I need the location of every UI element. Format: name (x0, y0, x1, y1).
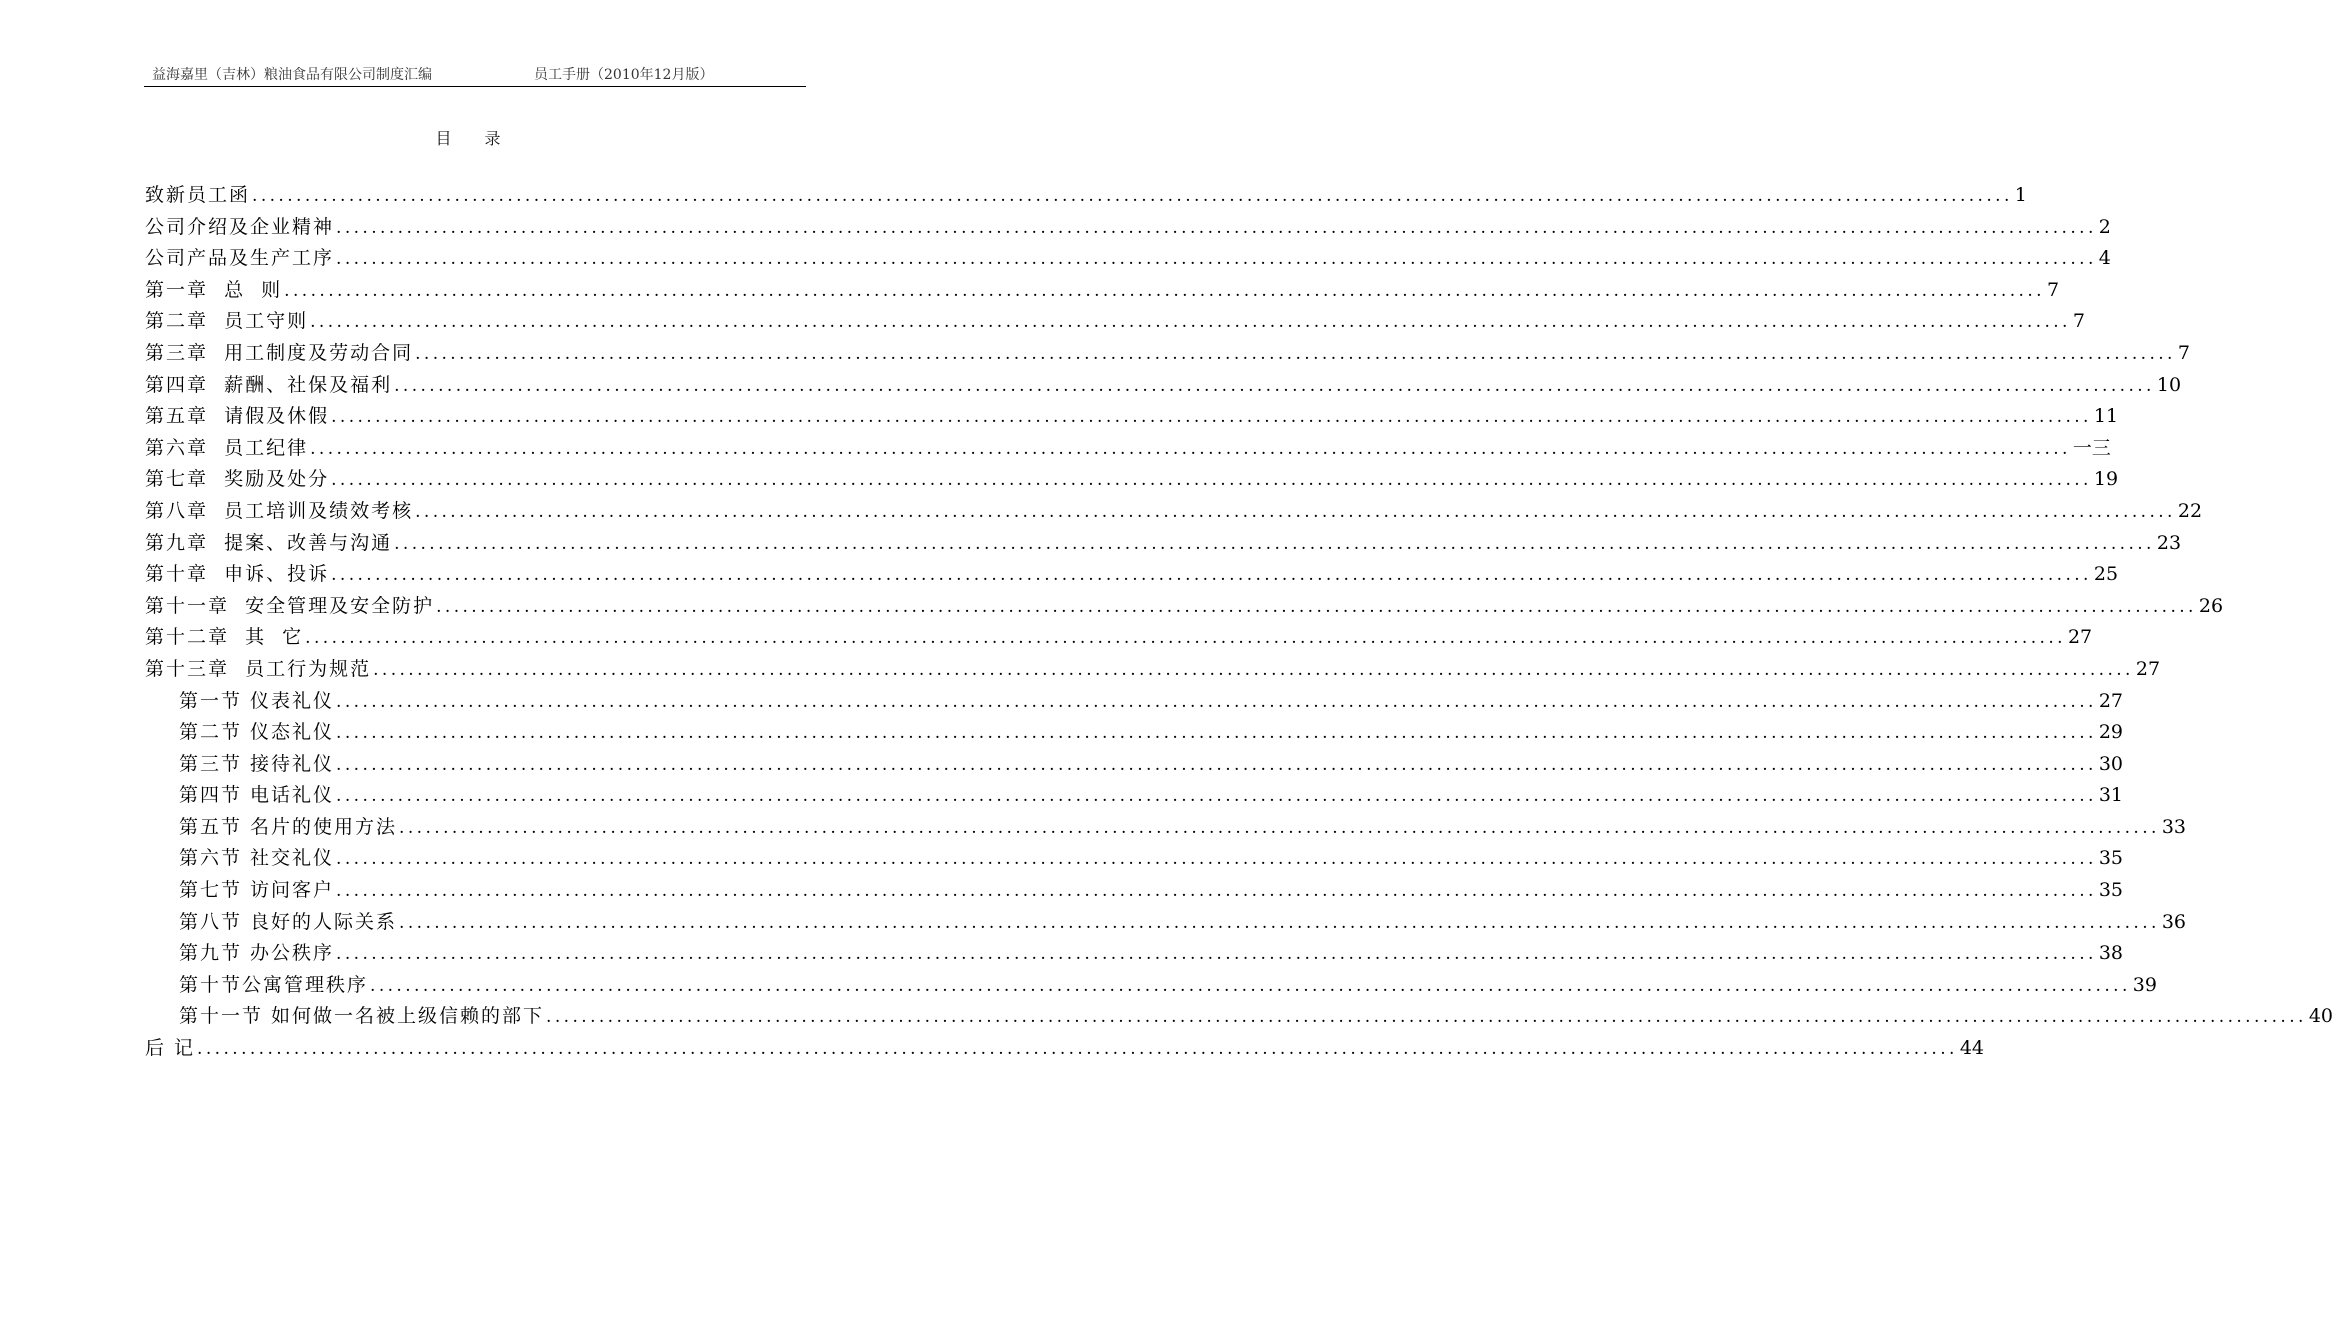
toc-entry-page: 23 (2156, 531, 2182, 554)
toc-entry-page: 40 (2308, 1005, 2333, 1028)
toc-entry-page: 4 (2098, 247, 2111, 270)
toc-leader-dots: ........................................................................................................................................................................................................ (336, 849, 2097, 870)
toc-entry[interactable] (145, 180, 2027, 212)
toc-entry-page: 7 (2177, 341, 2190, 364)
toc-entry-label: 第三节 接待礼仪 (179, 752, 335, 775)
toc-entry-label: 第一章 总 则 (145, 278, 283, 301)
toc-entry-label: 第十一章 安全管理及安全防护 (145, 594, 435, 617)
toc-entry-label: 第十一节 如何做一名被上级信赖的部下 (179, 1005, 545, 1028)
toc-entry-label: 第二章 员工守则 (145, 310, 309, 333)
toc-leader-dots: ........................................................................................................................................................................................................ (331, 565, 2092, 586)
toc-entry-page: 1 (2014, 184, 2027, 206)
toc-entry[interactable] (145, 938, 2123, 970)
toc-leader-dots: ........................................................................................................................................................................................................ (310, 312, 2071, 333)
toc-entry-label: 公司产品及生产工序 (145, 247, 335, 270)
toc-leader-dots: ........................................................................................................................................................................................................ (336, 217, 2097, 238)
toc-entry-page: 2 (2098, 215, 2111, 238)
toc-entry[interactable] (145, 622, 2093, 654)
toc-entry-label: 第七节 访问客户 (179, 879, 335, 902)
toc-entry[interactable] (145, 654, 2161, 686)
toc-entry-label: 后 记 (145, 1037, 196, 1060)
toc-entry-page: 36 (2161, 910, 2186, 933)
toc-leader-dots: ........................................................................................................................................................................................................ (336, 723, 2097, 744)
toc-entry-label: 第十节公寓管理秩序 (179, 973, 369, 996)
toc-entry-page: 27 (2098, 689, 2123, 712)
toc-entry[interactable] (145, 1033, 1984, 1065)
toc-leader-dots: ........................................................................................................................................................................................................ (310, 438, 2071, 459)
toc-entry[interactable] (145, 306, 2085, 338)
toc-entry-label: 致新员工函 (145, 184, 251, 206)
toc-entry-page: 一三 (2072, 436, 2111, 459)
toc-entry-page: 35 (2098, 847, 2123, 870)
toc-leader-dots: ........................................................................................................................................................................................................ (373, 659, 2134, 680)
toc-entry-label: 第十二章 其 它 (145, 626, 304, 649)
toc-entry[interactable] (145, 717, 2123, 749)
toc-entry-label: 第八节 良好的人际关系 (179, 910, 398, 933)
toc-entry-page: 11 (2093, 405, 2119, 428)
toc-leader-dots: ........................................................................................................................................................................................................ (394, 375, 2155, 396)
toc-leader-dots: ........................................................................................................................................................................................................ (336, 786, 2097, 807)
toc-entry-label: 第十三章 员工行为规范 (145, 657, 372, 680)
header-manual-version: 员工手册（2010年12月版） (534, 67, 714, 83)
toc-entry-label: 第六节 社交礼仪 (179, 847, 335, 870)
toc-entry[interactable] (145, 433, 2111, 465)
toc-entry-page: 39 (2132, 973, 2157, 996)
toc-entry-page: 33 (2161, 815, 2186, 838)
toc-entry-page: 30 (2098, 752, 2123, 775)
toc-leader-dots: ........................................................................................................................................................................................................ (415, 501, 2176, 522)
toc-entry-page: 29 (2098, 721, 2123, 744)
toc-leader-dots: ........................................................................................................................................................................................................ (336, 944, 2097, 965)
toc-leader-dots: ........................................................................................................................................................................................................ (305, 628, 2066, 649)
toc-entry-label: 第五章 请假及休假 (145, 405, 330, 428)
toc-entry[interactable] (145, 212, 2111, 244)
toc-leader-dots: ........................................................................................................................................................................................................ (399, 912, 2160, 933)
toc-leader-dots: ........................................................................................................................................................................................................ (415, 343, 2176, 364)
toc-leader-dots: ........................................................................................................................................................................................................ (331, 470, 2092, 491)
toc-entry-page: 31 (2098, 784, 2123, 807)
toc-entry-page: 27 (2067, 626, 2093, 649)
toc-leader-dots: ........................................................................................................................................................................................................ (436, 596, 2197, 617)
toc-entry-page: 7 (2072, 310, 2085, 333)
toc-entry-page: 22 (2177, 499, 2203, 522)
toc-entry[interactable] (145, 843, 2123, 875)
toc-leader-dots: ........................................................................................................................................................................................................ (336, 881, 2097, 902)
toc-entry[interactable] (145, 591, 2224, 623)
toc-entry-label: 第一节 仪表礼仪 (179, 689, 335, 712)
toc-entry-page: 7 (2046, 278, 2060, 301)
toc-entry[interactable] (145, 401, 2119, 433)
toc-entry-page: 10 (2156, 373, 2182, 396)
toc-entry[interactable] (145, 338, 2190, 370)
toc-entry-label: 第十章 申诉、投诉 (145, 563, 330, 586)
toc-leader-dots: ........................................................................................................................................................................................................ (252, 186, 2013, 206)
toc-entry[interactable] (145, 686, 2123, 718)
toc-leader-dots: ........................................................................................................................................................................................................ (336, 249, 2097, 270)
toc-entry-label: 第三章 用工制度及劳动合同 (145, 341, 414, 364)
toc-entry-label: 第九章 提案、改善与沟通 (145, 531, 393, 554)
toc-leader-dots: ........................................................................................................................................................................................................ (370, 975, 2131, 996)
toc-entry[interactable] (145, 1001, 2333, 1033)
toc-entry[interactable] (145, 559, 2119, 591)
toc-entry-label: 第四节 电话礼仪 (179, 784, 335, 807)
toc-entry-label: 第四章 薪酬、社保及福利 (145, 373, 393, 396)
toc-entry[interactable] (145, 528, 2182, 560)
toc-entry-page: 38 (2098, 942, 2123, 965)
toc-entry-page: 26 (2198, 594, 2224, 617)
toc-leader-dots: ........................................................................................................................................................................................................ (331, 407, 2092, 428)
toc-leader-dots: ........................................................................................................................................................................................................ (546, 1007, 2307, 1028)
toc-entry-page: 19 (2093, 468, 2119, 491)
toc-entry-label: 第九节 办公秩序 (179, 942, 335, 965)
toc-entry-label: 第七章 奖励及处分 (145, 468, 330, 491)
table-of-contents (145, 180, 2333, 1065)
toc-entry-label: 第六章 员工纪律 (145, 436, 309, 459)
toc-entry[interactable] (145, 875, 2123, 907)
toc-entry[interactable] (145, 749, 2123, 781)
toc-entry-label: 第五节 名片的使用方法 (179, 815, 398, 838)
toc-entry-label: 第二节 仪态礼仪 (179, 721, 335, 744)
toc-leader-dots: ........................................................................................................................................................................................................ (336, 691, 2097, 712)
toc-entry[interactable] (145, 812, 2186, 844)
toc-entry-page: 44 (1959, 1037, 1984, 1060)
toc-entry[interactable] (145, 970, 2157, 1002)
toc-entry[interactable] (145, 780, 2123, 812)
toc-entry[interactable] (145, 464, 2119, 496)
toc-leader-dots: ........................................................................................................................................................................................................ (197, 1039, 1958, 1060)
toc-entry[interactable] (145, 275, 2060, 307)
toc-entry[interactable] (145, 243, 2111, 275)
toc-entry[interactable] (145, 370, 2182, 402)
toc-entry-label: 公司介绍及企业精神 (145, 215, 335, 238)
toc-title: 目 录 (435, 129, 515, 148)
toc-entry-page: 25 (2093, 563, 2119, 586)
header-company-title: 益海嘉里（吉林）粮油食品有限公司制度汇编 (152, 67, 432, 83)
toc-leader-dots: ........................................................................................................................................................................................................ (336, 754, 2097, 775)
toc-entry[interactable] (145, 907, 2186, 939)
toc-leader-dots: ........................................................................................................................................................................................................ (394, 533, 2155, 554)
page-header (144, 62, 806, 87)
toc-entry-page: 27 (2135, 657, 2161, 680)
toc-entry-page: 35 (2098, 879, 2123, 902)
toc-entry-label: 第八章 员工培训及绩效考核 (145, 499, 414, 522)
toc-leader-dots: ........................................................................................................................................................................................................ (284, 280, 2045, 301)
toc-leader-dots: ........................................................................................................................................................................................................ (399, 817, 2160, 838)
toc-entry[interactable] (145, 496, 2203, 528)
